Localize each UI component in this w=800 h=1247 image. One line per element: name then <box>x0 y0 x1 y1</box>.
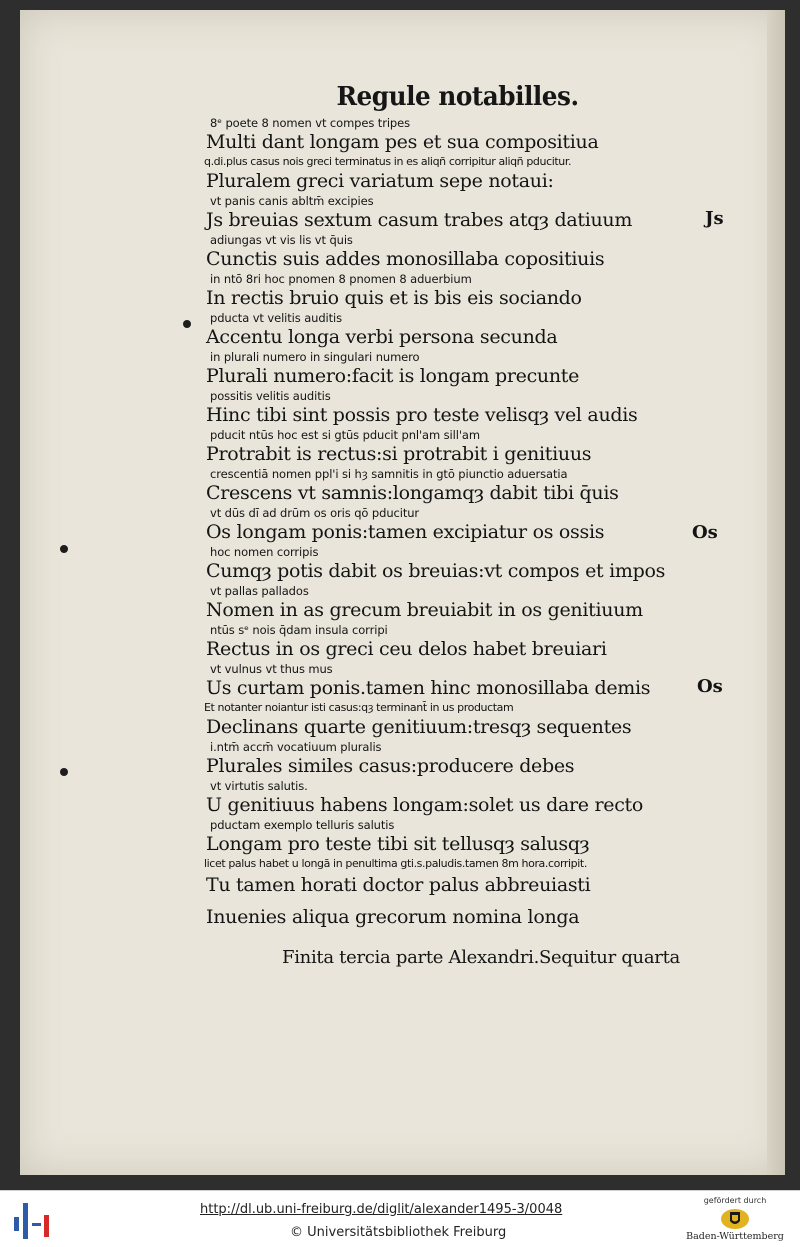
page-edge <box>767 10 785 1175</box>
gloss-line: vt virtutis salutis. <box>210 779 308 793</box>
binding-hole <box>60 768 68 776</box>
verse-line: Declinans quarte genitiuum:tresqȝ sequentes <box>206 716 632 738</box>
verse-line: Rectus in os greci ceu delos habet breuiari <box>206 638 607 660</box>
gloss-line: hoc nomen corripis <box>210 545 319 559</box>
gloss-line: q.di.plus casus nois greci terminatus in es aliqñ corripitur aliqñ pducitur. <box>204 155 572 168</box>
gloss-line: in ntō 8ri hoc pnomen 8 pnomen 8 aduerbium <box>210 272 472 286</box>
viewer-footer <box>0 1190 800 1247</box>
verse-line: Cunctis suis addes monosillaba copositiuis <box>206 248 605 270</box>
gloss-line: pducit ntūs hoc est si gtūs pducit pnl'am sill'am <box>210 428 480 442</box>
gloss-line: possitis velitis auditis <box>210 389 331 403</box>
gloss-line: 8ᵉ poete 8 nomen vt compes tripes <box>210 116 410 130</box>
margin-note-3: Os <box>697 676 723 697</box>
verse-line: Plurales similes casus:producere debes <box>206 755 575 777</box>
verse-line: Accentu longa verbi persona secunda <box>206 326 558 348</box>
gloss-line: vt dūs dī ad drūm os oris qō pducitur <box>210 506 420 520</box>
sponsor-badge <box>680 1194 790 1244</box>
verse-line: Plurali numero:facit is longam precunte <box>206 365 580 387</box>
verse-line: Inuenies aliqua grecorum nomina longa <box>206 906 580 928</box>
verse-line: Multi dant longam pes et sua compositiua <box>206 131 599 153</box>
binding-hole <box>60 545 68 553</box>
verse-line: Os longam ponis:tamen excipiatur os ossis <box>206 521 605 543</box>
verse-line: Longam pro teste tibi sit tellusqȝ salusqȝ <box>206 833 590 855</box>
verse-line: Pluralem greci variatum sepe notaui: <box>206 170 554 192</box>
verse-line: Nomen in as grecum breuiabit in os genitiuum <box>206 599 643 621</box>
gloss-line: ntūs sᵉ nois q̄dam insula corripi <box>210 623 388 637</box>
gloss-line: vt vulnus vt thus mus <box>210 662 333 676</box>
ub-freiburg-logo-icon <box>10 1197 56 1241</box>
gloss-line: adiungas vt vis lis vt q̄uis <box>210 233 353 247</box>
margin-note-1: Js <box>705 208 724 229</box>
gloss-line: crescentiā nomen ppl'i si hȝ samnitis in gtō piunctio aduersatia <box>210 467 568 481</box>
gloss-line: vt panis canis abltm̄ excipies <box>210 194 374 208</box>
margin-note-2: Os <box>692 522 718 543</box>
permalink-url[interactable]: http://dl.ub.uni-freiburg.de/diglit/alexander1495-3/0048 <box>200 1202 563 1217</box>
verse-line: U genitiuus habens longam:solet us dare recto <box>206 794 644 816</box>
verse-line: In rectis bruio quis et is bis eis sociando <box>206 287 582 309</box>
gloss-line: pducta vt velitis auditis <box>210 311 343 325</box>
verse-line: Us curtam ponis.tamen hinc monosillaba demis <box>206 677 651 699</box>
page-title: Regule notabilles. <box>336 82 579 112</box>
gloss-line: pductam exemplo telluris salutis <box>210 818 395 832</box>
gloss-line: i.ntm̄ accm̄ vocatiuum pluralis <box>210 740 382 754</box>
verse-line: Cumqȝ potis dabit os breuias:vt compos et impos <box>206 560 666 582</box>
gloss-line: Et notanter noiantur isti casus:qȝ terminant̄ in us productam <box>204 701 514 714</box>
verse-line: Crescens vt samnis:longamqȝ dabit tibi q̄uis <box>206 482 619 504</box>
sponsor-name: Baden-Württemberg <box>686 1231 784 1242</box>
gloss-line: vt pallas pallados <box>210 584 309 598</box>
gloss-line: licet palus habet u longā in penultima gti.s.paludis.tamen 8m hora.corripit. <box>204 857 587 870</box>
copyright-text: © Universitätsbibliothek Freiburg <box>290 1225 507 1240</box>
verse-line: Protrabit is rectus:si protrabit i genitiuus <box>206 443 592 465</box>
gloss-line: in plurali numero in singulari numero <box>210 350 420 364</box>
verse-line: Hinc tibi sint possis pro teste velisqȝ vel audis <box>206 404 638 426</box>
sponsor-label: gefördert durch <box>703 1196 767 1205</box>
coat-of-arms-icon <box>719 1208 751 1230</box>
verse-line: Tu tamen horati doctor palus abbreuiasti <box>206 874 591 896</box>
explicit-line: Finita tercia parte Alexandri.Sequitur quarta <box>282 947 680 968</box>
book-page <box>20 10 785 1175</box>
binding-hole <box>183 320 191 328</box>
verse-line: Js breuias sextum casum trabes atqȝ datiuum <box>206 209 633 231</box>
